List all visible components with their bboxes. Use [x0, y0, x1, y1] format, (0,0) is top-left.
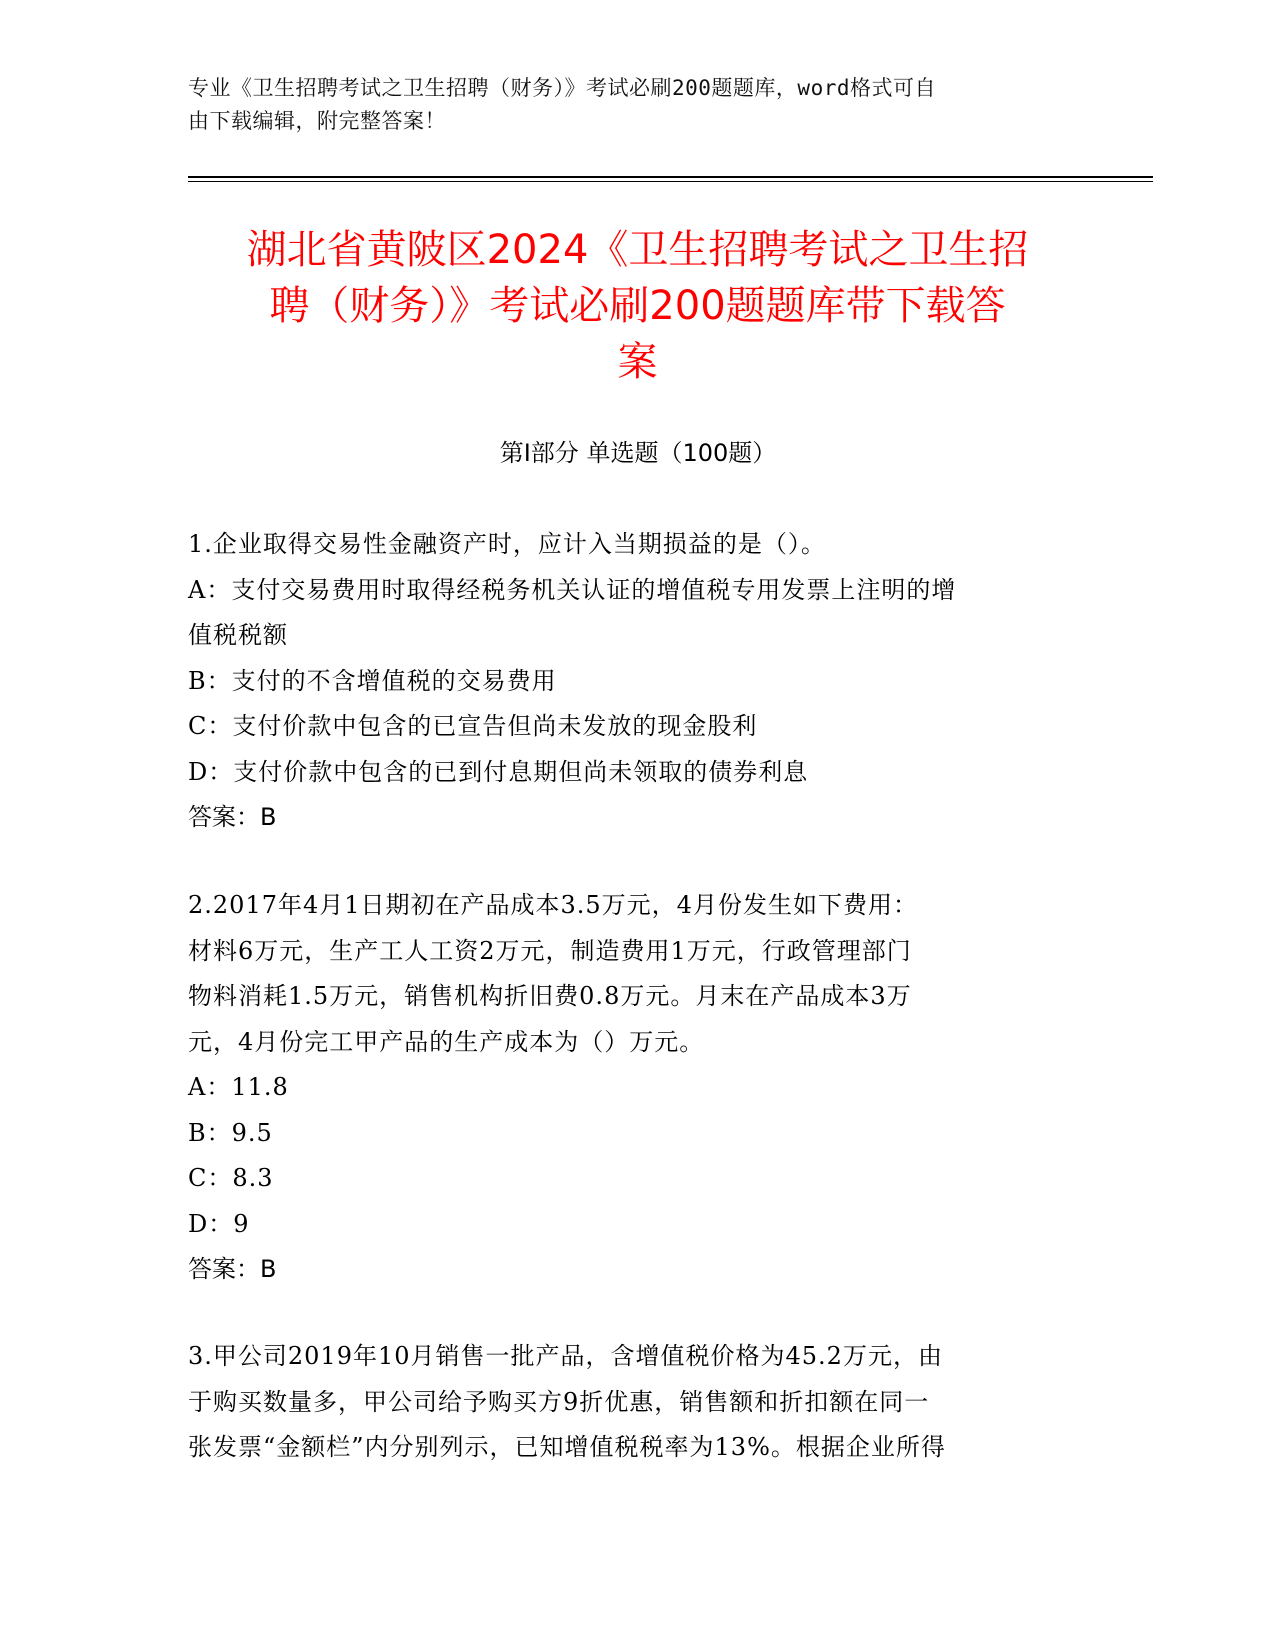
answer-line: 答案：B: [188, 1255, 277, 1283]
header-note-line: 由下载编辑，附完整答案！: [188, 109, 446, 133]
question-stem: 2.2017年4月1日期初在产品成本3.5万元，4月份发生如下费用：: [188, 891, 918, 919]
question-stem: 1.企业取得交易性金融资产时，应计入当期损益的是（）。: [188, 530, 826, 558]
question-stem: 物料消耗1.5万元，销售机构折旧费0.8万元。月末在产品成本3万: [188, 982, 912, 1010]
option-b: B：支付的不含增值税的交易费用: [188, 666, 557, 695]
option-d: D：支付价款中包含的已到付息期但尚未领取的债券利息: [188, 757, 809, 786]
question-stem: 张发票“金额栏”内分别列示，已知增值税税率为13%。根据企业所得: [188, 1433, 946, 1461]
answer-line: 答案：B: [188, 803, 277, 831]
option-c: C：8.3: [188, 1164, 274, 1192]
section-title: 第Ⅰ部分 单选题（100题）: [499, 439, 777, 467]
option-b: B：9.5: [188, 1118, 273, 1147]
question-stem: 材料6万元，生产工人工资2万元，制造费用1万元，行政管理部门: [188, 936, 912, 965]
option-c: C：支付价款中包含的已宣告但尚未发放的现金股利: [188, 712, 758, 740]
question-stem: 于购买数量多，甲公司给予购买方9折优惠，销售额和折扣额在同一: [188, 1387, 930, 1416]
question-block: [188, 522, 1088, 841]
document-title-line: 湖北省黄陂区2024《卫生招聘考试之卫生招: [246, 227, 1029, 273]
question-stem: 3.甲公司2019年10月销售一批产品，含增值税价格为45.2万元，由: [188, 1342, 943, 1370]
document-title-line: 聘（财务）》考试必刷200题题库带下载答: [269, 283, 1006, 329]
question-block: [188, 883, 1088, 1293]
question-block: [188, 1334, 1088, 1471]
document-title: [170, 222, 1105, 390]
option-a: A：11.8: [188, 1073, 289, 1101]
option-a-continued: 值税税额: [188, 621, 288, 649]
document-title-line: 案: [617, 339, 658, 385]
header-note: [188, 72, 1068, 138]
header-note-line: 专业《卫生招聘考试之卫生招聘（财务）》考试必刷200题题库，word格式可自: [188, 76, 936, 100]
option-a: A：支付交易费用时取得经税务机关认证的增值税专用发票上注明的增: [188, 575, 957, 604]
option-d: D：9: [188, 1209, 250, 1238]
question-stem: 元，4月份完工甲产品的生产成本为（）万元。: [188, 1027, 705, 1056]
header-rule: [188, 176, 1153, 178]
header-rule-thin: [188, 181, 1153, 182]
